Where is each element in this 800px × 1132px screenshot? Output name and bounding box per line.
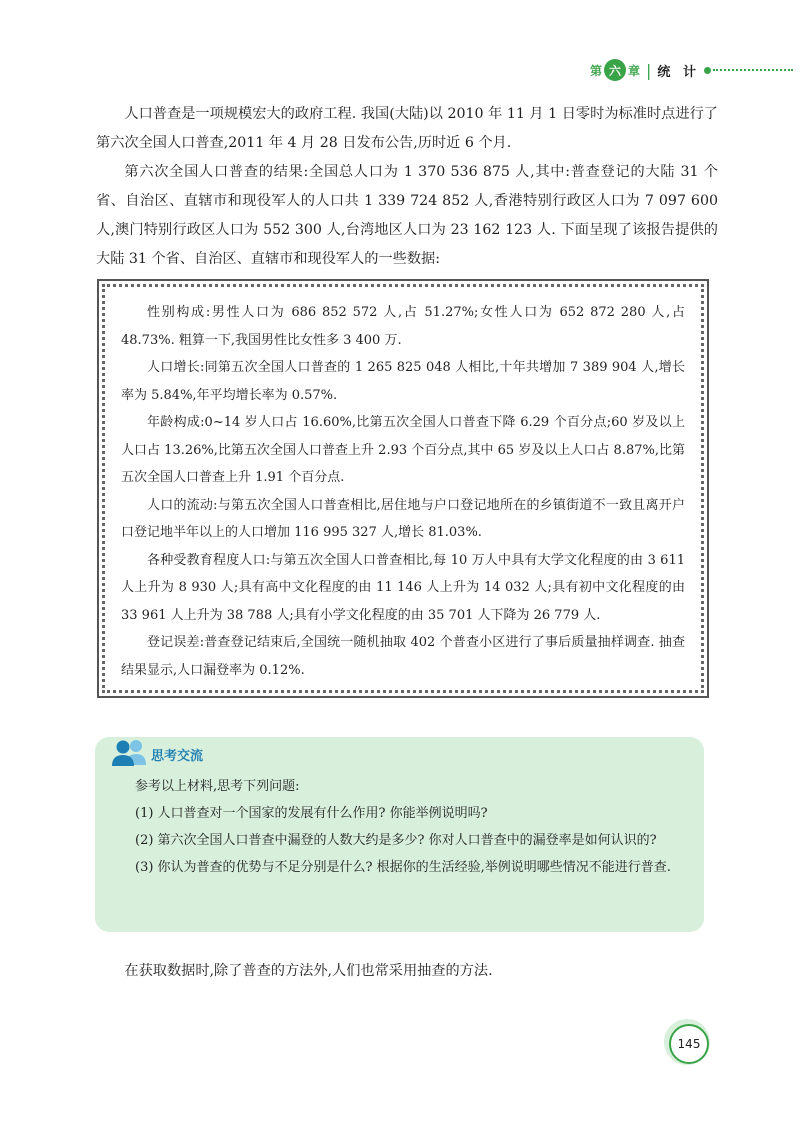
chapter-header [590, 58, 793, 82]
think-question-3: (3) 你认为普查的优势与不足分别是什么? 根据你的生活经验,举例说明哪些情况不能进行普查. [135, 860, 671, 875]
intro-section [96, 100, 718, 274]
think-discuss-box [95, 737, 704, 932]
chapter-number-badge: 六 [604, 59, 626, 81]
chapter-suffix: 章 [628, 63, 641, 78]
report-age: 年龄构成:0~14 岁人口占 16.60%,比第五次全国人口普查下降 6.29 个百分点;60 岁及以上人口占 13.26%,比第五次全国人口普查上升 2.93 个百分点,其中 65 岁及以上人口占 8.87%,比第五次全国人口普查上升 1.91 个百分点. [121, 415, 685, 485]
think-intro: 参考以上材料,思考下列问题: [135, 779, 300, 794]
chapter-title: 统 计 [657, 64, 700, 80]
census-report-box [97, 279, 709, 698]
people-icon [109, 737, 149, 767]
header-separator: | [646, 60, 652, 80]
think-question-1: (1) 人口普查对一个国家的发展有什么作用? 你能举例说明吗? [135, 806, 488, 821]
intro-paragraph: 第六次全国人口普查的结果:全国总人口为 1 370 536 875 人,其中:普查登记的大陆 31 个省、自治区、直辖市和现役军人的人口共 1 339 724 852 人,香港特别行政区人口为 7 097 600 人,澳门特别行政区人口为 552 300 人,台湾地区人口为 23 162 123 人. 下面呈现了该报告提供的大陆 31 个省、自治区、直辖市和现役军人的一些数据: [96, 164, 718, 267]
report-growth: 人口增长:同第五次全国人口普查的 1 265 825 048 人相比,十年共增加 7 389 904 人,增长率为 5.84%,年平均增长率为 0.57%. [121, 360, 685, 403]
closing-paragraph: 在获取数据时,除了普查的方法外,人们也常采用抽查的方法. [124, 963, 493, 979]
page-number: 145 [669, 1024, 709, 1064]
chapter-prefix: 第 [590, 63, 603, 78]
think-question-2: (2) 第六次全国人口普查中漏登的人数大约是多少? 你对人口普查中的漏登率是如何认识的? [135, 833, 657, 848]
report-education: 各种受教育程度人口:与第五次全国人口普查相比,每 10 万人中具有大学文化程度的由 3 611 人上升为 8 930 人;具有高中文化程度的由 11 146 人上升为 14 032 人;具有初中文化程度的由 33 961 人上升为 38 788 人;具有小学文化程度的由 35 701 人下降为 26 779 人. [121, 552, 685, 623]
think-discuss-questions [109, 773, 689, 881]
header-dot-icon [704, 67, 711, 74]
report-error: 登记误差:普查登记结束后,全国统一随机抽取 402 个普查小区进行了事后质量抽样调查. 抽查结果显示,人口漏登率为 0.12%. [121, 635, 685, 678]
closing-section [96, 957, 718, 986]
think-discuss-title: 思考交流 [151, 748, 204, 764]
report-migration: 人口的流动:与第五次全国人口普查相比,居住地与户口登记地所在的乡镇街道不一致且离开户口登记地半年以上的人口增加 116 995 327 人,增长 81.03%. [121, 497, 685, 540]
header-dotted-line [713, 69, 793, 71]
intro-paragraph: 人口普查是一项规模宏大的政府工程. 我国(大陆)以 2010 年 11 月 1 日零时为标准时点进行了第六次全国人口普查,2011 年 4 月 28 日发布公告,历时近 6 个月. [96, 106, 718, 151]
chapter-label [590, 59, 640, 81]
census-report-content [102, 284, 704, 693]
think-discuss-header [109, 737, 203, 767]
report-gender: 性别构成:男性人口为 686 852 572 人,占 51.27%;女性人口为 652 872 280 人,占 48.73%. 粗算一下,我国男性比女性多 3 400 万. [121, 305, 685, 348]
